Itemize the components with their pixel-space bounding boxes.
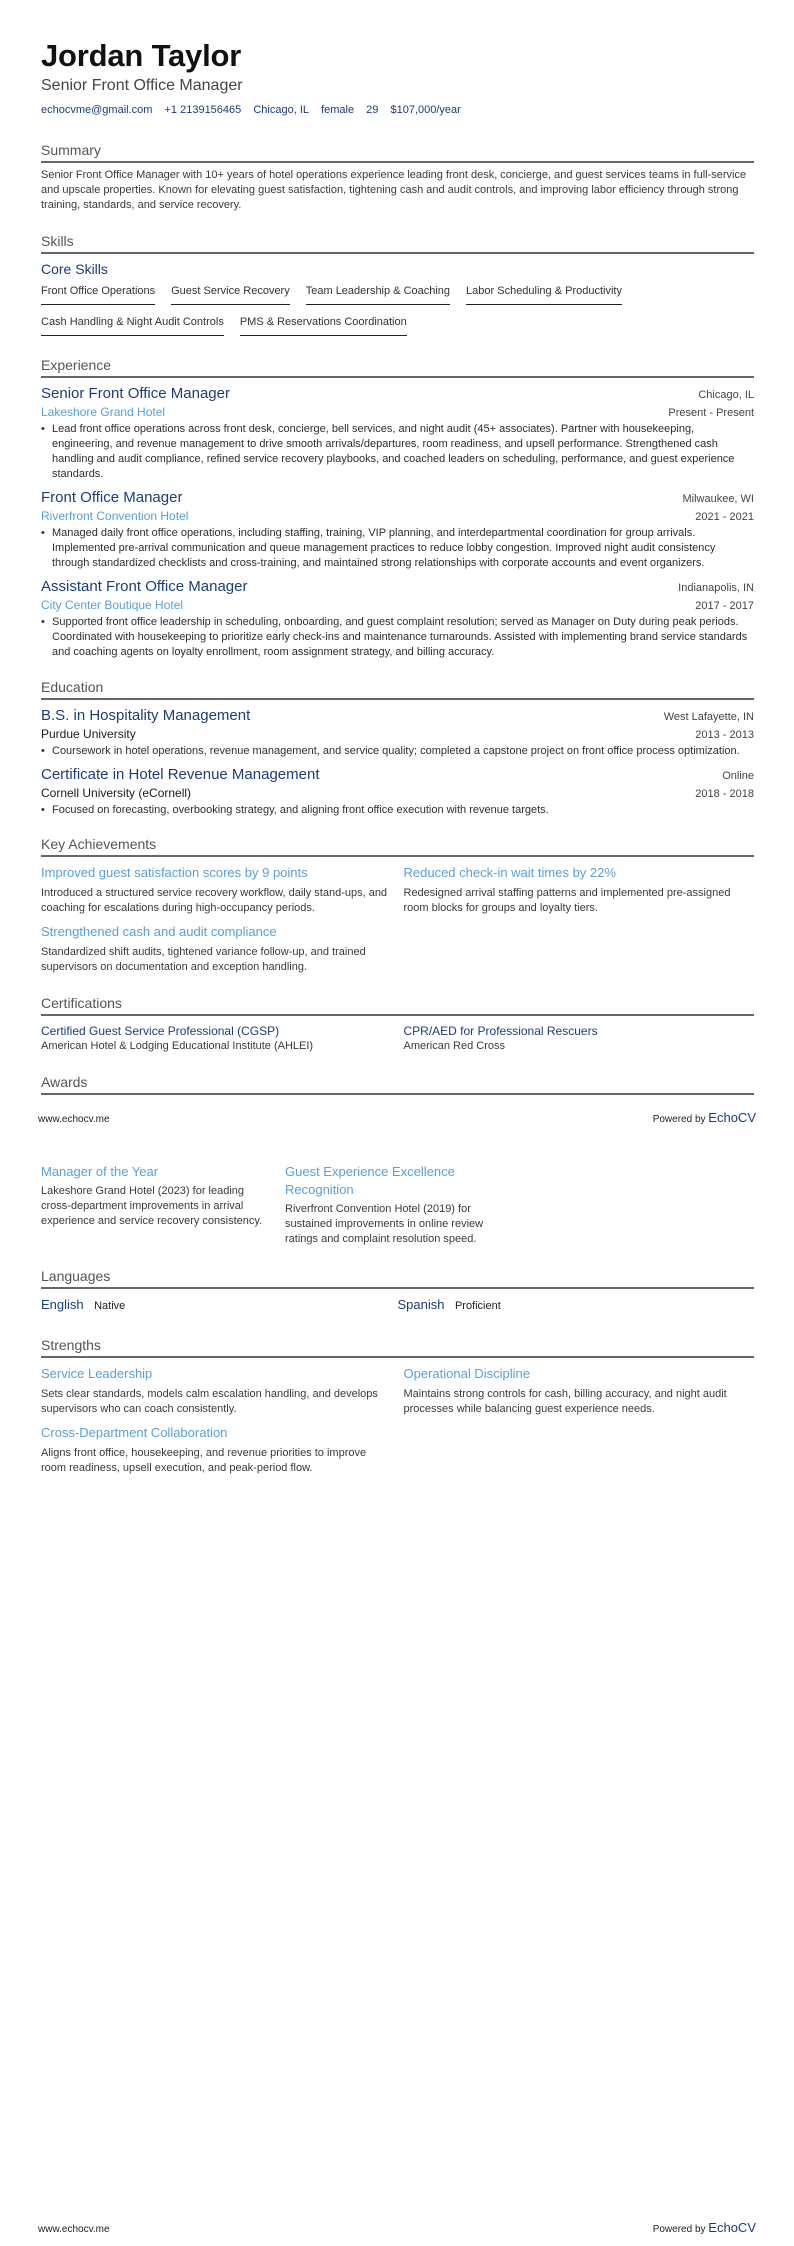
job-title: Senior Front Office Manager <box>41 385 230 402</box>
award-card <box>41 1163 273 1247</box>
school-location: West Lafayette, IN <box>663 711 754 723</box>
section-heading: Skills <box>41 232 754 254</box>
section-heading: Certifications <box>41 994 754 1016</box>
job-title: Front Office Manager <box>41 489 183 506</box>
education-dates: 2018 - 2018 <box>695 788 754 800</box>
candidate-name: Jordan Taylor <box>41 38 242 73</box>
section-heading: Languages <box>41 1267 754 1289</box>
page-footer <box>38 2220 756 2235</box>
skill-chip: Front Office Operations <box>41 280 155 305</box>
section-heading: Experience <box>41 356 754 378</box>
award-text: Lakeshore Grand Hotel (2023) for leading cross-department improvements in arrival experience and service recovery consistency. <box>41 1185 263 1227</box>
resume-page-2 <box>0 1123 794 2246</box>
skill-chip: Cash Handling & Night Audit Controls <box>41 311 224 336</box>
brand-logo[interactable]: EchoCV <box>708 2220 756 2235</box>
brand-logo[interactable]: EchoCV <box>708 1110 756 1125</box>
education-section <box>41 678 754 818</box>
certification-title: CPR/AED for Professional Rescuers <box>403 1024 598 1038</box>
experience-entry <box>41 577 754 660</box>
achievement-card <box>41 864 392 916</box>
section-heading: Strengths <box>41 1336 754 1358</box>
strength-text: Sets clear standards, models calm escalation handling, and develops supervisors who can coach consistently. <box>41 1388 378 1415</box>
language-item <box>41 1296 398 1314</box>
contact-line <box>41 102 754 118</box>
strengths-section <box>41 1336 754 1476</box>
achievement-title: Strengthened cash and audit compliance <box>41 924 277 939</box>
degree-title: B.S. in Hospitality Management <box>41 707 251 724</box>
achievement-card <box>41 923 392 975</box>
strength-card <box>41 1365 392 1417</box>
footer-powered-by <box>653 2220 756 2235</box>
achievement-card <box>404 864 755 916</box>
award-card <box>285 1163 517 1247</box>
language-name: English <box>41 1297 84 1312</box>
strength-title: Cross-Department Collaboration <box>41 1425 228 1440</box>
strength-text: Maintains strong controls for cash, billing accuracy, and night audit processes while balancing guest experience needs. <box>403 1388 727 1415</box>
job-location: Chicago, IL <box>698 389 754 401</box>
certification-org: American Hotel & Lodging Educational Institute (AHLEI) <box>41 1040 314 1052</box>
achievement-text: Redesigned arrival staffing patterns and implemented pre-assigned room blocks for groups and loyalty tiers. <box>403 887 731 914</box>
skills-group-title: Core Skills <box>41 261 108 277</box>
education-bullet: • Focused on forecasting, overbooking strategy, and aligning front office execution with revenue targets. <box>41 803 754 818</box>
school-location: Online <box>722 770 754 782</box>
contact-phone[interactable]: +1 2139156465 <box>164 104 242 116</box>
achievement-text: Standardized shift audits, tightened variance follow-up, and trained supervisors on documentation and exception handling. <box>41 946 366 973</box>
language-level: Native <box>94 1300 126 1312</box>
job-dates: Present - Present <box>668 407 754 419</box>
skill-chip: Team Leadership & Coaching <box>306 280 450 305</box>
skills-list <box>41 280 754 342</box>
strength-card <box>404 1365 755 1417</box>
candidate-title: Senior Front Office Manager <box>41 77 243 94</box>
awards-section <box>41 1073 754 1095</box>
section-heading: Summary <box>41 141 754 163</box>
section-heading: Education <box>41 678 754 700</box>
powered-by-label: Powered by <box>652 2224 706 2235</box>
achievements-section <box>41 835 754 975</box>
certification-item <box>41 1023 392 1054</box>
skills-section <box>41 232 754 342</box>
strength-card <box>41 1424 392 1476</box>
degree-title: Certificate in Hotel Revenue Management <box>41 766 320 783</box>
education-bullet: • Coursework in hotel operations, revenue management, and service quality; completed a capstone project on front office process optimization. <box>41 744 754 759</box>
award-text: Riverfront Convention Hotel (2019) for sustained improvements in online review ratings and complaint resolution speed. <box>285 1203 484 1245</box>
experience-entry <box>41 488 754 571</box>
certification-title: Certified Guest Service Professional (CGSP) <box>41 1024 280 1038</box>
job-dates: 2021 - 2021 <box>695 511 754 523</box>
strength-title: Service Leadership <box>41 1366 153 1381</box>
language-name: Spanish <box>397 1297 445 1312</box>
summary-text: Senior Front Office Manager with 10+ years of hotel operations experience leading front desk, concierge, and guest services teams in full-service and upscale properties. Known for elevating guest satisfaction, tightening cash and audit controls, and improving labor efficiency through strong training, standards, and service recovery. <box>41 169 747 211</box>
section-heading: Key Achievements <box>41 835 754 857</box>
job-bullet: • Managed daily front office operations, including staffing, training, VIP planning, and interdepartmental coordination for group arrivals. Implemented pre-arrival communication and queue management practices to reduce lobby congestion. Improved night audit consistency through standardized checklists and cross-training, and maintained strong relationships with corporate accounts and event organizers. <box>41 526 754 571</box>
job-bullet: • Lead front office operations across front desk, concierge, bell services, and night audit (45+ associates). Partner with housekeeping, engineering, and revenue management to drive smooth arrivals/departures, room readiness, and upsell performance. Strengthened cash handling and audit compliance, refined service recovery playbooks, and coached leaders on scheduling, performance, and guest experience standards. <box>41 422 754 482</box>
footer-site-link[interactable]: www.echocv.me <box>38 2224 110 2235</box>
section-heading: Awards <box>41 1073 754 1095</box>
award-title: Manager of the Year <box>41 1164 159 1179</box>
contact-salary: $107,000/year <box>390 104 461 116</box>
education-dates: 2013 - 2013 <box>695 729 754 741</box>
school-name: Cornell University (eCornell) <box>41 786 192 800</box>
strength-title: Operational Discipline <box>403 1366 530 1381</box>
skill-chip: Labor Scheduling & Productivity <box>466 280 622 305</box>
job-location: Indianapolis, IN <box>678 582 754 594</box>
job-location: Milwaukee, WI <box>682 493 754 505</box>
award-title: Guest Experience Excellence Recognition <box>285 1164 455 1197</box>
awards-list <box>41 1163 754 1247</box>
achievement-text: Introduced a structured service recovery workflow, daily stand-ups, and coaching for escalations during high-occupancy periods. <box>41 887 388 914</box>
education-entry <box>41 765 754 818</box>
contact-location: Chicago, IL <box>253 104 309 116</box>
company-name: Riverfront Convention Hotel <box>41 509 189 523</box>
footer-site-link[interactable]: www.echocv.me <box>38 1114 110 1125</box>
company-name: City Center Boutique Hotel <box>41 598 184 612</box>
strength-text: Aligns front office, housekeeping, and revenue priorities to improve room readiness, upsell execution, and peak-period flow. <box>41 1447 367 1474</box>
achievement-title: Improved guest satisfaction scores by 9 points <box>41 865 308 880</box>
experience-entry <box>41 384 754 482</box>
contact-email[interactable]: echocvme@gmail.com <box>41 104 153 116</box>
powered-by-label: Powered by <box>652 1114 706 1125</box>
skill-chip: PMS & Reservations Coordination <box>240 311 407 336</box>
school-name: Purdue University <box>41 727 136 741</box>
summary-section <box>41 141 754 213</box>
job-dates: 2017 - 2017 <box>695 600 754 612</box>
languages-section <box>41 1267 754 1314</box>
certification-org: American Red Cross <box>403 1040 505 1052</box>
contact-gender: female <box>321 104 355 116</box>
job-title: Assistant Front Office Manager <box>41 578 248 595</box>
company-name: Lakeshore Grand Hotel <box>41 405 166 419</box>
language-item <box>398 1296 755 1314</box>
certification-item <box>404 1023 755 1054</box>
language-level: Proficient <box>454 1300 501 1312</box>
experience-section <box>41 356 754 660</box>
contact-age: 29 <box>366 104 379 116</box>
job-bullet: • Supported front office leadership in scheduling, onboarding, and guest complaint resolution; served as Manager on Duty during peak periods. Coordinated with housekeeping to prioritize early check-ins and maintenance turnarounds. Assisted with implementing brand service standards and coaching agents on loyalty enrollment, room assignment strategy, and billing accuracy. <box>41 615 754 660</box>
certifications-section <box>41 994 754 1054</box>
achievement-title: Reduced check-in wait times by 22% <box>403 865 616 880</box>
education-entry <box>41 706 754 759</box>
skill-chip: Guest Service Recovery <box>171 280 290 305</box>
